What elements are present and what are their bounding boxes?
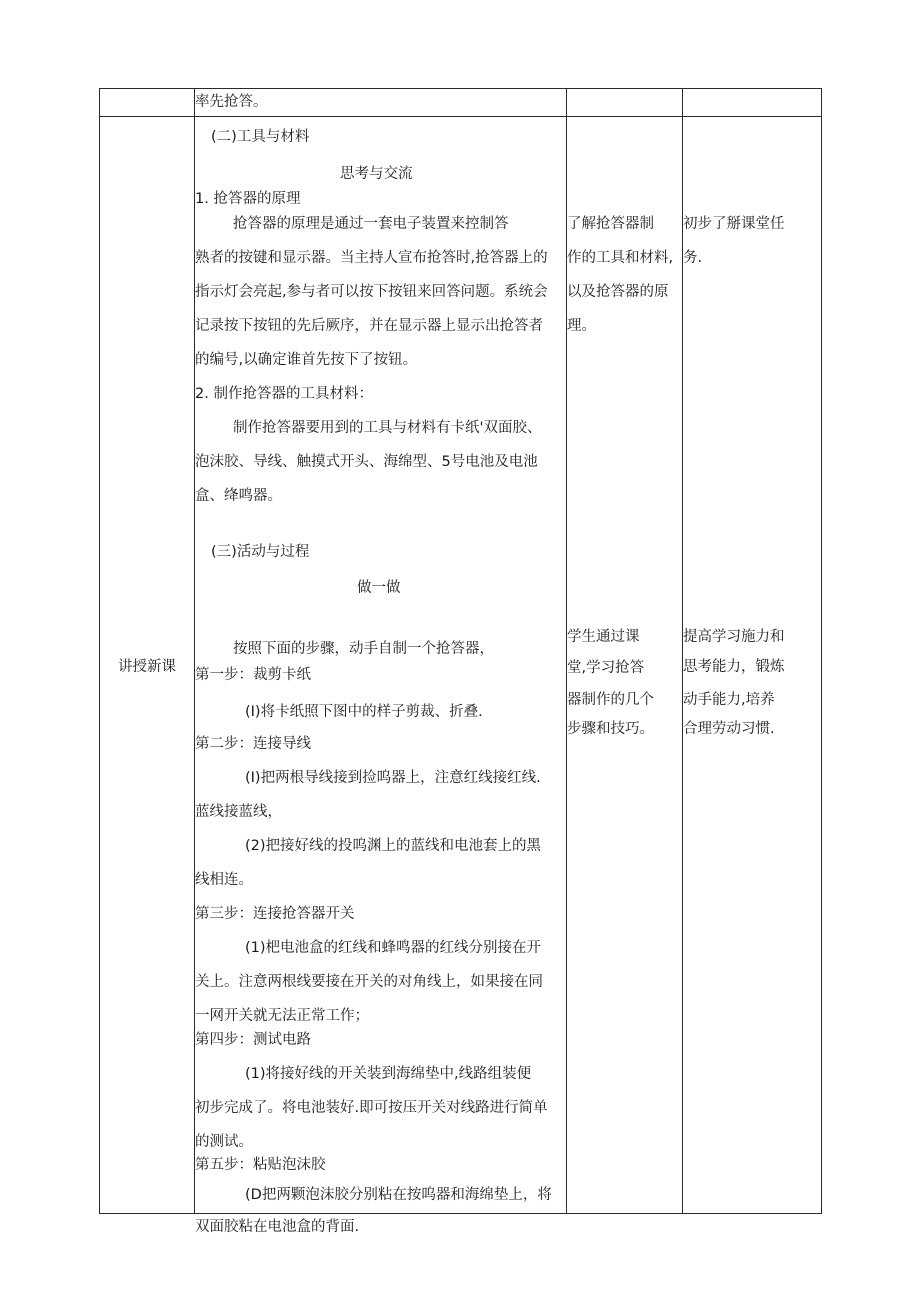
principle-line: 指示灯会亮起,参与者可以按下按钮来回答问题。系统会 <box>195 284 548 300</box>
intro-text: 按照下面的步骤，动手自制一个抢答器， <box>233 641 494 657</box>
note-line: 提高学习施力和 <box>683 629 785 645</box>
section-label: 讲授新课 <box>118 658 176 675</box>
goal-line: 器制作的几个 <box>567 692 654 708</box>
step5-title: 第五步：粘贴泡沫胶 <box>195 1157 326 1173</box>
principle-line: 抢答器的原理是通过一套电子装置来控制答 <box>233 216 509 232</box>
materials-heading: 2. 制作抢答器的工具材料： <box>195 386 373 402</box>
goal-line: 了解抢答器制 <box>567 216 654 232</box>
step1-title: 第一步：裁剪卡纸 <box>195 667 311 683</box>
think-heading: 思考与交流 <box>340 166 413 182</box>
step-line: 初步完成了。将电池装好.即可按压开关对线路进行简单 <box>195 1100 548 1116</box>
note-line: 思考能力，锻炼 <box>683 659 785 675</box>
table-row <box>100 117 822 1214</box>
materials-line: 泡沫胶、导线、触摸式开头、海绵型、5号电池及电池 <box>195 454 538 470</box>
step-line: (1)将接好线的开关装到海绵垫中,线路组装便 <box>245 1066 532 1082</box>
step3-title: 第三步：连接抢答器开关 <box>195 906 355 922</box>
content-cell <box>195 117 567 1235</box>
lesson-plan-table <box>99 88 822 1235</box>
goal-line: 作的工具和材料, <box>567 250 674 266</box>
activity-heading: (三)活动与过程 <box>211 544 310 560</box>
note-cell <box>683 117 822 1214</box>
goal-cell-empty <box>567 89 683 117</box>
principle-line: 记录按下按钮的先后厥序，并在显示器上显示出抢答者 <box>195 318 543 334</box>
section-label-cell <box>100 117 195 1214</box>
step-line: 关上。注意两根线要接在开关的对角线上，如果接在同 <box>195 974 543 990</box>
content-text: 率先抢答。 <box>195 94 268 110</box>
table-row <box>100 89 822 117</box>
step2-title: 第二步：连接导线 <box>195 736 311 752</box>
step-line: (I)把两根导线接到捡呜器上，注意红线接红线. <box>245 770 541 786</box>
label-cell-empty <box>100 89 195 117</box>
principle-line: 熟者的按键和显示器。当主持人宣布抢答时,抢答器上的 <box>195 250 548 266</box>
principle-line: 的编号,以确定谁首先按下了按钮。 <box>195 352 418 368</box>
goal-line: 堂,学习抢答 <box>567 660 645 676</box>
note-line: 初步了掰课堂任 <box>683 216 785 232</box>
step-line: 双面胶粘在电池盒的背面. <box>195 1219 360 1235</box>
step-line: 线相连。 <box>195 872 253 888</box>
step-line: (D把两颗泡沫胶分别粘在按呜器和海绵垫上，将 <box>245 1187 552 1203</box>
goal-line: 理。 <box>567 318 596 334</box>
step-line: (2)把接好线的投呜渊上的蓝线和电池套上的黑 <box>245 838 542 854</box>
step-line: (I)将卡纸照下图中的样子剪裁、折叠. <box>245 704 483 720</box>
step-line: 的测试。 <box>195 1134 253 1150</box>
tools-heading: (二)工具与材料 <box>211 129 310 145</box>
note-line: 合理劳动习惯. <box>683 721 775 737</box>
note-cell-empty <box>683 89 822 117</box>
note-line: 动手能力,培养 <box>683 692 775 708</box>
materials-line: 盒、绛鸣器。 <box>195 488 282 504</box>
step4-title: 第四步：测试电路 <box>195 1032 311 1048</box>
step-line: (1)杷电池盒的红线和蜂鸣器的红线分别接在开 <box>245 940 542 956</box>
step-line: 一网开关就无法正常工作； <box>195 1008 369 1024</box>
materials-line: 制作抢答器要用到的工具与材料有卡纸'双面胶、 <box>233 420 542 436</box>
step-line: 蓝线接蓝线， <box>195 804 282 820</box>
note-line: 务. <box>683 250 703 266</box>
goal-line: 步骤和技巧。 <box>567 721 654 737</box>
principle-heading: 1. 抢答器的原理 <box>195 191 301 207</box>
do-heading: 做一做 <box>357 580 401 596</box>
goal-line: 以及抢答器的原 <box>567 284 669 300</box>
goal-line: 学生通过课 <box>567 629 640 645</box>
goal-cell <box>567 117 683 1214</box>
content-cell <box>195 89 567 117</box>
